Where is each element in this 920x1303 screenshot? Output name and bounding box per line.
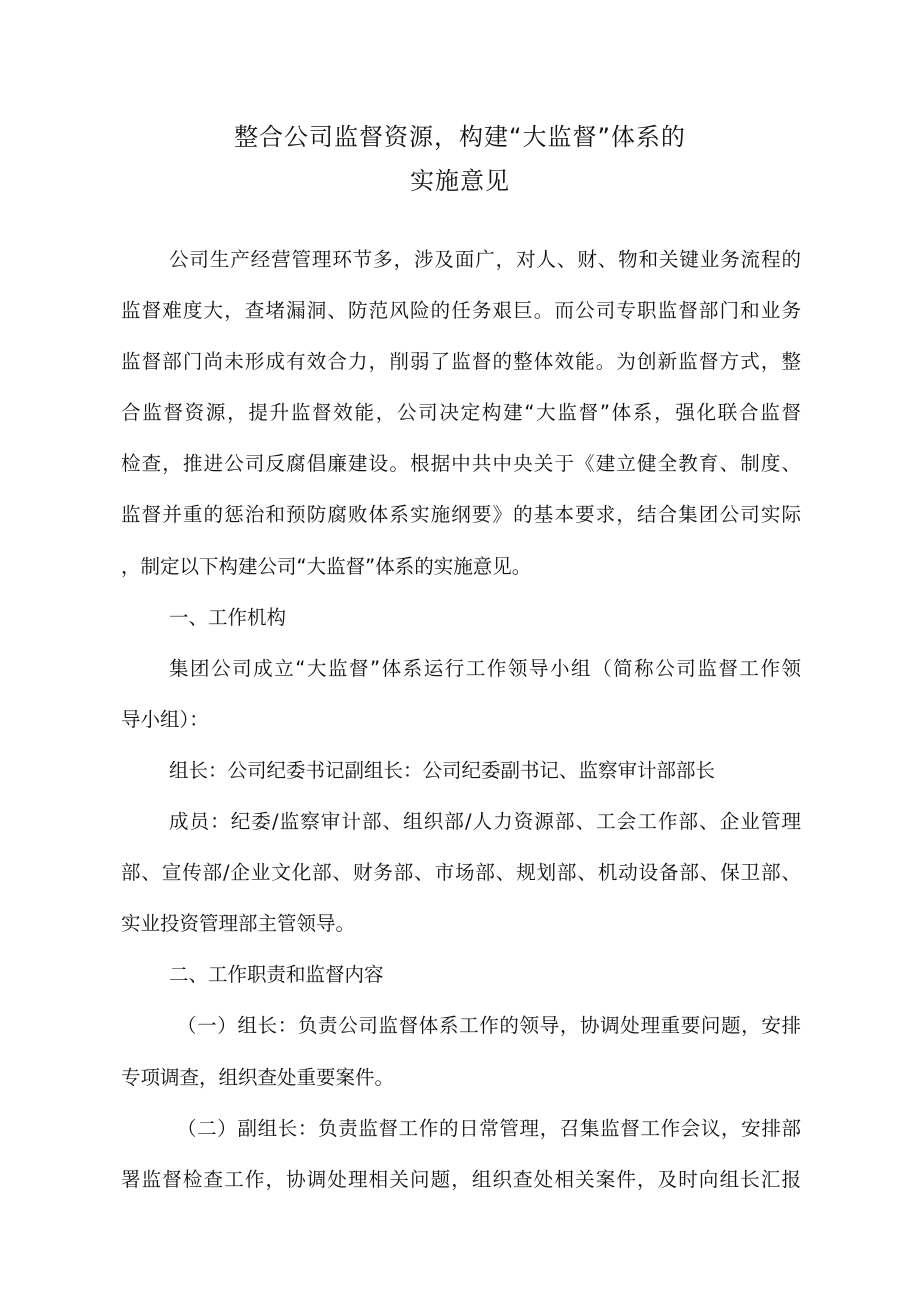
section-1-para-line: 集团公司成立“大监督”体系运行工作领导小组（简称公司监督工作领 bbox=[169, 656, 801, 680]
section-1-heading: 一、工作机构 bbox=[169, 605, 287, 629]
document-body bbox=[121, 242, 801, 1213]
intro-line: 监督难度大，查堵漏洞、防范风险的任务艰巨。而公司专职监督部门和业务 bbox=[121, 299, 801, 323]
section-2-item-2-line: （二）副组长：负责监督工作的日常管理，召集监督工作会议，安排部 bbox=[177, 1116, 801, 1140]
section-2-heading: 二、工作职责和监督内容 bbox=[169, 963, 384, 987]
section-2-item-2-line: 署监督检查工作，协调处理相关问题，组织查处相关案件，及时向组长汇报 bbox=[121, 1167, 801, 1191]
document-title-line-2: 实施意见 bbox=[410, 167, 510, 195]
intro-line: ，制定以下构建公司“大监督”体系的实施意见。 bbox=[121, 554, 532, 578]
intro-line: 监督并重的惩治和预防腐败体系实施纲要》的基本要求，结合集团公司实际 bbox=[121, 503, 801, 527]
intro-line: 检查，推进公司反腐倡廉建设。根据中共中央关于《建立健全教育、制度、 bbox=[121, 452, 801, 476]
section-1-para-line: 导小组）： bbox=[121, 707, 209, 731]
intro-line: 公司生产经营管理环节多，涉及面广，对人、财、物和关键业务流程的 bbox=[169, 248, 801, 271]
section-1-members-line: 部、宣传部/企业文化部、财务部、市场部、规划部、机动设备部、保卫部、 bbox=[121, 861, 801, 885]
section-1-members-line: 实业投资管理部主管领导。 bbox=[121, 912, 356, 936]
intro-line: 监督部门尚未形成有效合力，削弱了监督的整体效能。为创新监督方式，整 bbox=[121, 350, 801, 374]
document-title-line-1: 整合公司监督资源，构建“大监督”体系的 bbox=[234, 123, 686, 151]
section-1-leader-line: 组长：公司纪委书记副组长：公司纪委副书记、监察审计部部长 bbox=[169, 758, 716, 782]
section-1-members-line: 成员：纪委/监察审计部、组织部/人力资源部、工会工作部、企业管理 bbox=[169, 810, 801, 834]
intro-line: 合监督资源，提升监督效能，公司决定构建“大监督”体系，强化联合监督 bbox=[121, 401, 801, 425]
section-2-item-1-line: （一）组长：负责公司监督体系工作的领导，协调处理重要问题，安排 bbox=[177, 1014, 801, 1038]
section-2-item-1-line: 专项调查，组织查处重要案件。 bbox=[121, 1065, 395, 1089]
